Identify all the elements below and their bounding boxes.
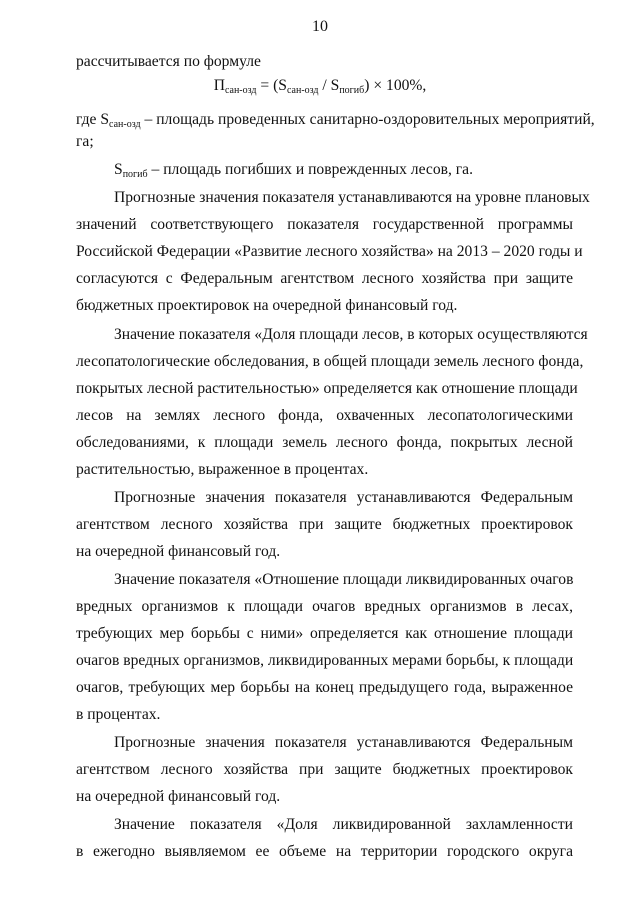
where-line — [76, 110, 595, 130]
paragraph-line: в процентах. — [76, 706, 161, 723]
paragraph-line: требующих мер борьбы с ними» определяется как отношение площади — [76, 625, 573, 642]
paragraph-line: в ежегодно выявляемом ее объеме на территории городского округа — [76, 843, 573, 860]
where-text: – площадь проведенных санитарно-оздоровительных мероприятий, — [140, 111, 595, 128]
paragraph-line: обследованиями, к площади земель лесного фонда, покрытых лесной — [76, 434, 573, 451]
paragraph-line: на очередной финансовый год. — [76, 788, 281, 805]
formula-lhs-sub: сан-озд — [224, 85, 257, 96]
s-pogib-sub: погиб — [122, 169, 148, 180]
paragraph-line: на очередной финансовый год. — [76, 543, 281, 560]
paragraph-line: Прогнозные значения показателя устанавливаются Федеральным — [114, 734, 573, 751]
where-sub: сан-озд — [109, 119, 141, 130]
formula-lhs: П — [213, 77, 225, 94]
paragraph-line: Прогнозные значения показателя устанавливаются на уровне плановых — [114, 189, 590, 206]
paragraph-line: очагов, требующих мер борьбы на конец предыдущего года, выраженное — [76, 679, 573, 696]
paragraph-line: покрытых лесной растительностью» определяется как отношение площади — [76, 380, 578, 397]
paragraph-line: согласуются с Федеральным агентством лесного хозяйства при защите — [76, 270, 573, 287]
paragraph-line: Российской Федерации «Развитие лесного хозяйства» на 2013 – 2020 годы и — [76, 243, 583, 260]
paragraph-line: лесопатологические обследования, в общей площади земель лесного фонда, — [76, 353, 584, 370]
page-number: 10 — [312, 18, 328, 35]
formula-slash: / S — [318, 77, 340, 94]
paragraph-line: лесов на землях лесного фонда, охваченных лесопатологическими — [76, 407, 573, 424]
paragraph-line: Значение показателя «Доля ликвидированной захламленности — [114, 816, 573, 833]
formula-eq-open: = (S — [256, 77, 287, 94]
paragraph-line: Значение показателя «Отношение площади ликвидированных очагов — [114, 571, 574, 588]
s-pogib-prefix: S — [114, 161, 123, 178]
paragraph-line: агентством лесного хозяйства при защите бюджетных проектировок — [76, 761, 573, 778]
formula — [0, 77, 640, 95]
ga-line: га; — [76, 133, 94, 150]
formula-num-sub: сан-озд — [286, 85, 319, 96]
paragraph-line: растительностью, выраженное в процентах. — [76, 461, 369, 478]
paragraph-line: бюджетных проектировок на очередной финансовый год. — [76, 297, 458, 314]
s-pogib-line — [114, 160, 573, 180]
s-pogib-text: – площадь погибших и поврежденных лесов, га. — [147, 161, 473, 178]
formula-intro: рассчитывается по формуле — [76, 53, 261, 70]
paragraph-line: значений соответствующего показателя государственной программы — [76, 216, 573, 233]
paragraph-line: очагов вредных организмов, ликвидированных мерами борьбы, к площади — [76, 652, 574, 669]
paragraph-line: Значение показателя «Доля площади лесов, в которых осуществляются — [114, 326, 588, 343]
formula-tail: ) × 100%, — [364, 77, 427, 94]
paragraph-line: вредных организмов к площади очагов вредных организмов в лесах, — [76, 598, 573, 615]
where-prefix: где S — [76, 111, 110, 128]
formula-den-sub: погиб — [339, 85, 365, 96]
paragraph-line: агентством лесного хозяйства при защите бюджетных проектировок — [76, 516, 573, 533]
paragraph-line: Прогнозные значения показателя устанавливаются Федеральным — [114, 489, 573, 506]
